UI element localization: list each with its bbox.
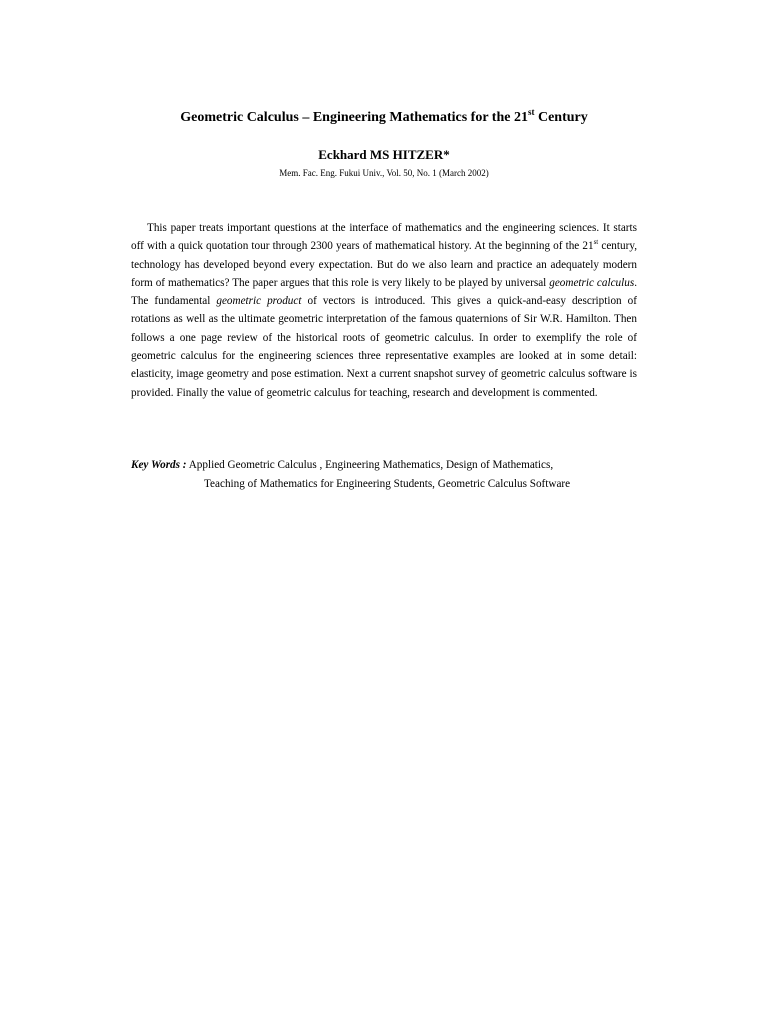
keywords-label: Key Words : [131,459,187,471]
keywords-line-2: Teaching of Mathematics for Engineering Students, Geometric Calculus Software [204,477,571,490]
abstract [131,219,637,402]
abstract-text-4: of vectors is introduced. This gives a quick-and-easy description of rotations as well as the ultimate geometric interpretation of the famous quaternions of Sir W.R. Hamilton. Then follows a one page review of the historical roots of geometric calculus. In order to exemplify the role of geometric calculus for the engineering sciences three representative examples are looked at in some detail: elasticity, image geometry and pose estimation. Next a current snapshot survey of geometric calculus software is provided. Finally the value of geometric calculus for teaching, research and development is commented. [131,295,637,399]
author-name: Eckhard MS HITZER* [318,147,450,162]
title-superscript: st [527,107,535,117]
abstract-text-1: This paper treats important questions at the interface of mathematics and the engineering sciences. It starts off with a quick quotation tour through 2300 years of mathematical history. At the beginning of the 21 [131,222,637,253]
abstract-emphasis-geometric-product: geometric product [216,295,302,308]
abstract-emphasis-geometric-calculus: geometric calculus [549,276,635,289]
title-end: Century [534,110,588,125]
keywords [131,456,651,493]
paper-title [0,108,768,128]
title-main: Geometric Calculus – Engineering Mathematics for the 21 [180,110,528,125]
keywords-line-1: Applied Geometric Calculus , Engineering Mathematics, Design of Mathematics, [186,459,554,471]
journal-citation: Mem. Fac. Eng. Fukui Univ., Vol. 50, No. 1 (March 2002) [279,168,489,178]
abstract-superscript: st [593,238,599,247]
abstract-text-2: century, technology has developed beyond every expectation. But do we also learn and practice an adequately modern form of mathematics? The paper argues that this role is very likely to be played by universal [131,240,637,289]
abstract-text-3: . The fundamental [131,276,637,308]
